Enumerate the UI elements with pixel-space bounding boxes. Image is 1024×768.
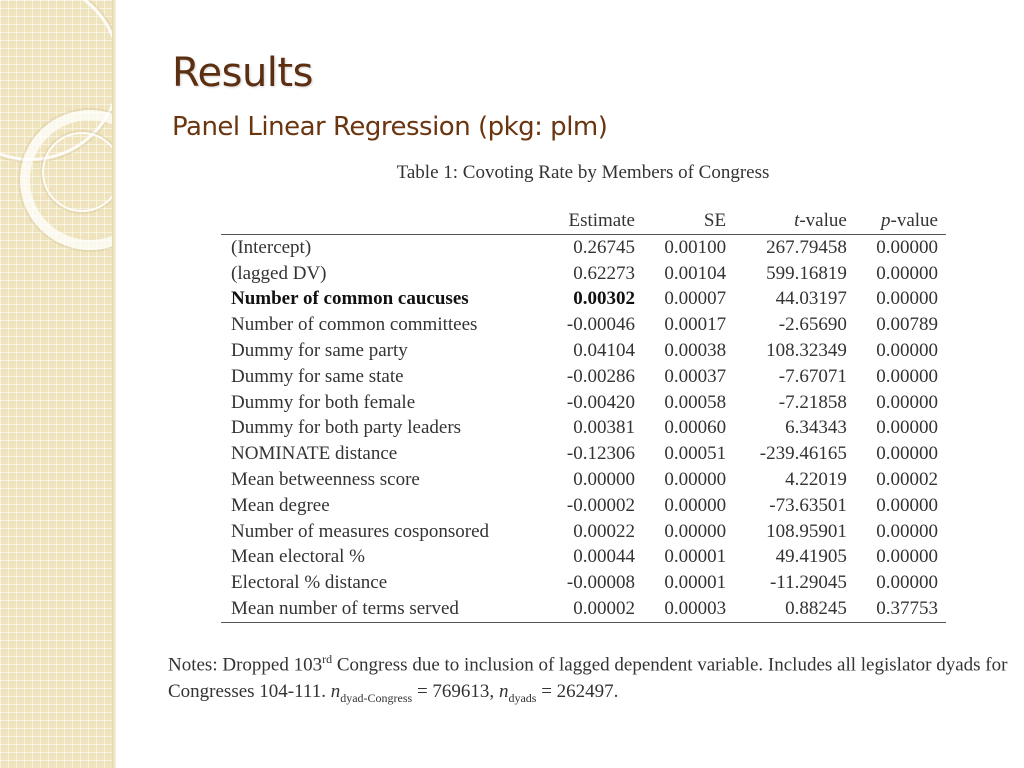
notes-superscript: rd	[322, 652, 333, 666]
slide-title: Results	[172, 50, 313, 96]
table-caption: Table 1: Covoting Rate by Members of Congress	[396, 162, 770, 183]
cell-variable: (Intercept)	[231, 236, 312, 258]
table-header-row	[221, 207, 946, 235]
table-row	[221, 545, 946, 571]
cell-estimate: -0.00002	[566, 494, 635, 516]
notes-n1-var: n	[330, 681, 341, 703]
cell-p-value: 0.00000	[876, 262, 938, 284]
table-row	[221, 338, 946, 364]
cell-estimate: 0.00002	[573, 598, 635, 620]
cell-p-value: 0.00000	[876, 236, 938, 258]
cell-t-value: 49.41905	[775, 546, 847, 568]
cell-estimate: -0.00286	[566, 365, 635, 387]
cell-p-value: 0.00000	[876, 365, 938, 387]
cell-variable: Number of common caucuses	[231, 288, 469, 310]
cell-p-value: 0.00002	[876, 469, 938, 491]
table-row-highlighted	[221, 287, 946, 313]
cell-t-value: 44.03197	[775, 288, 847, 310]
header-t-value	[734, 207, 855, 235]
cell-se: 0.00037	[664, 365, 727, 387]
cell-se: 0.00001	[664, 572, 727, 594]
cell-se: 0.00000	[664, 494, 727, 516]
cell-se: 0.00058	[664, 391, 727, 413]
cell-t-value: 4.22019	[785, 469, 847, 491]
cell-variable: Dummy for same state	[231, 365, 404, 387]
cell-p-value: 0.00000	[876, 520, 938, 542]
table-row	[221, 570, 946, 596]
cell-se: 0.00000	[664, 469, 727, 491]
table-row	[221, 312, 946, 338]
table-row	[221, 441, 946, 467]
cell-estimate: -0.00008	[566, 572, 635, 594]
cell-se: 0.00051	[664, 443, 727, 465]
cell-estimate: 0.26745	[573, 236, 635, 258]
regression-table	[221, 207, 946, 623]
cell-p-value: 0.00000	[876, 391, 938, 413]
cell-se: 0.00001	[664, 546, 727, 568]
table-row	[221, 390, 946, 416]
cell-variable: Dummy for same party	[231, 340, 408, 362]
cell-estimate: -0.00420	[566, 391, 635, 413]
header-estimate: Estimate	[568, 209, 635, 231]
cell-p-value: 0.00000	[876, 340, 938, 362]
cell-variable: Number of common committees	[231, 314, 478, 336]
cell-t-value: -2.65690	[778, 314, 847, 336]
cell-estimate: 0.00022	[573, 520, 635, 542]
cell-estimate: 0.00302	[573, 288, 635, 310]
header-p-letter: p	[881, 209, 891, 231]
cell-variable: Mean degree	[231, 494, 330, 516]
notes-n2-subscript: dyads	[508, 691, 537, 706]
table-row	[221, 493, 946, 519]
cell-se: 0.00038	[664, 340, 727, 362]
cell-estimate: 0.04104	[573, 340, 635, 362]
table-row	[221, 519, 946, 545]
cell-se: 0.00060	[664, 417, 727, 439]
header-variable	[221, 207, 544, 235]
cell-estimate: -0.12306	[566, 443, 635, 465]
cell-variable: Mean electoral %	[231, 546, 365, 568]
cell-se: 0.00100	[664, 236, 727, 258]
cell-variable: Electoral % distance	[231, 572, 388, 594]
cell-estimate: 0.00381	[573, 417, 635, 439]
cell-variable: (lagged DV)	[231, 262, 327, 284]
cell-se: 0.00000	[664, 520, 727, 542]
cell-t-value: -11.29045	[769, 572, 847, 594]
cell-p-value: 0.00789	[876, 314, 938, 336]
cell-p-value: 0.00000	[876, 546, 938, 568]
header-t-letter: t	[794, 209, 800, 231]
cell-t-value: -239.46165	[759, 443, 847, 465]
cell-t-value: -73.63501	[769, 494, 847, 516]
notes-n2-value: = 262497.	[536, 681, 619, 703]
cell-variable: Mean number of terms served	[231, 598, 459, 620]
cell-variable: Dummy for both party leaders	[231, 417, 462, 439]
notes-n1-subscript: dyad-Congress	[340, 691, 413, 706]
cell-variable: NOMINATE distance	[231, 443, 398, 465]
table-row	[221, 235, 946, 261]
notes-n1-value: = 769613,	[412, 681, 499, 703]
cell-t-value: 267.79458	[766, 236, 847, 258]
cell-variable: Dummy for both female	[231, 391, 416, 413]
cell-se: 0.00017	[664, 314, 727, 336]
cell-p-value: 0.00000	[876, 494, 938, 516]
header-t-rest: -value	[799, 209, 847, 231]
cell-t-value: 108.95901	[766, 520, 847, 542]
cell-p-value: 0.00000	[876, 443, 938, 465]
cell-estimate: -0.00046	[566, 314, 635, 336]
table-row	[221, 467, 946, 493]
cell-variable: Number of measures cosponsored	[231, 520, 490, 542]
notes-n2-var: n	[498, 681, 509, 703]
table-body	[221, 235, 946, 623]
cell-t-value: 108.32349	[766, 340, 847, 362]
cell-estimate: 0.62273	[573, 262, 635, 284]
decorative-ring	[42, 132, 112, 212]
decorative-sidebar	[0, 0, 112, 768]
table-row	[221, 416, 946, 442]
sidebar-edge	[112, 0, 116, 768]
cell-t-value: -7.67071	[778, 365, 847, 387]
cell-variable: Mean betweenness score	[231, 469, 420, 491]
cell-t-value: 6.34343	[785, 417, 847, 439]
slide-subtitle: Panel Linear Regression (pkg: plm)	[172, 112, 608, 142]
table-row	[221, 596, 946, 622]
table-row	[221, 261, 946, 287]
cell-p-value: 0.00000	[876, 288, 938, 310]
table-row	[221, 364, 946, 390]
header-se: SE	[703, 209, 727, 231]
cell-se: 0.00007	[664, 288, 727, 310]
header-p-value	[855, 207, 946, 235]
cell-t-value: 0.88245	[785, 598, 847, 620]
cell-se: 0.00003	[664, 598, 727, 620]
cell-t-value: -7.21858	[778, 391, 847, 413]
cell-se: 0.00104	[664, 262, 727, 284]
cell-p-value: 0.37753	[876, 598, 938, 620]
cell-estimate: 0.00044	[573, 546, 635, 568]
notes-text-1: Notes: Dropped 103	[168, 654, 323, 676]
cell-p-value: 0.00000	[876, 572, 938, 594]
notes-text-2: Congress due to inclusion of lagged dependent variable. Includes all legislator dyads for Congresses 104-111.	[168, 654, 1008, 703]
cell-estimate: 0.00000	[573, 469, 635, 491]
header-p-rest: -value	[890, 209, 938, 231]
table-notes	[168, 646, 1008, 712]
cell-p-value: 0.00000	[876, 417, 938, 439]
cell-t-value: 599.16819	[766, 262, 847, 284]
